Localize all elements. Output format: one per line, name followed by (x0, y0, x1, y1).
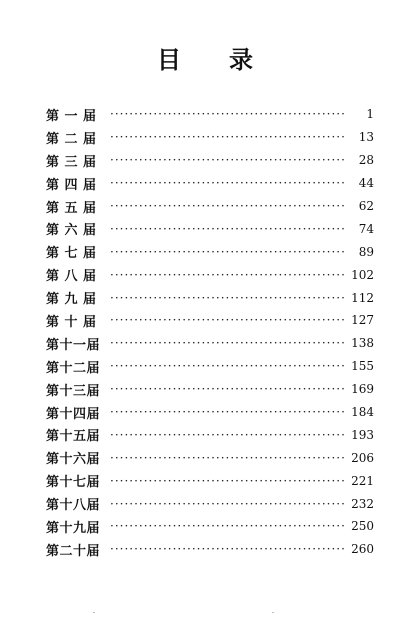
toc-entry-page: 89 (358, 244, 374, 259)
toc-entry-page: 62 (358, 199, 374, 213)
toc-entry[interactable] (46, 538, 374, 561)
toc-entry-label: 第 四 届 (46, 177, 97, 193)
toc-entry-page: 260 (351, 542, 374, 557)
toc-leader-dots (110, 245, 346, 259)
toc-leader-dots (110, 336, 346, 350)
toc-entry-label: 第二十届 (46, 543, 101, 559)
toc-entry[interactable] (46, 172, 374, 195)
toc-entry-page: 193 (351, 427, 374, 442)
toc-entry-page: 74 (358, 221, 374, 236)
toc-entry-page: 232 (351, 496, 374, 511)
toc-entry-page: 221 (351, 473, 374, 488)
toc-entry[interactable] (46, 309, 374, 332)
scan-speck (93, 612, 95, 613)
toc-entry[interactable] (46, 217, 374, 240)
toc-entry-label: 第十二届 (46, 360, 101, 376)
toc-entry-label: 第 八 届 (46, 269, 97, 285)
toc-leader-dots (110, 313, 346, 327)
toc-entry[interactable] (46, 195, 374, 218)
toc-leader-dots (110, 107, 346, 121)
toc-entry[interactable] (46, 469, 374, 492)
toc-entry[interactable] (46, 446, 374, 469)
toc-entry-page: 169 (351, 382, 374, 397)
toc-leader-dots (110, 199, 346, 213)
title-char-2: 录 (229, 45, 253, 74)
toc-entry-label: 第十一届 (46, 337, 101, 353)
toc-leader-dots (110, 542, 346, 556)
toc-entry-page: 184 (351, 405, 374, 420)
toc-leader-dots (110, 428, 346, 442)
toc-entry[interactable] (46, 355, 374, 378)
toc-entry-label: 第 十 届 (46, 314, 97, 330)
toc-leader-dots (110, 153, 346, 167)
toc-leader-dots (110, 291, 346, 305)
toc-entry[interactable] (46, 492, 374, 515)
toc-entry[interactable] (46, 515, 374, 538)
toc-leader-dots (110, 382, 346, 396)
toc-entry-label: 第 二 届 (46, 131, 97, 147)
page-title (0, 40, 410, 75)
toc-entry-page: 206 (351, 450, 374, 465)
toc-entry-page: 155 (351, 359, 374, 374)
toc-entry-label: 第 九 届 (46, 292, 97, 308)
toc-leader-dots (110, 519, 346, 533)
toc-entry[interactable] (46, 423, 374, 446)
toc-leader-dots (110, 451, 346, 465)
toc-entry-label: 第十八届 (46, 498, 101, 514)
toc-leader-dots (110, 130, 346, 144)
toc-entry-page: 1 (366, 107, 374, 122)
toc-entry[interactable] (46, 240, 374, 263)
toc-entry[interactable] (46, 149, 374, 172)
toc-entry-label: 第十七届 (46, 475, 101, 491)
toc-leader-dots (110, 474, 346, 488)
toc-entry-page: 28 (358, 153, 374, 168)
toc-entry-label: 第十六届 (46, 452, 101, 468)
toc-entry-page: 250 (351, 519, 374, 534)
toc-entry[interactable] (46, 263, 374, 286)
toc-entry-label: 第 六 届 (46, 223, 97, 239)
toc-entry[interactable] (46, 126, 374, 149)
toc-entry-label: 第十九届 (46, 520, 101, 536)
toc-entry-label: 第 一 届 (46, 108, 97, 124)
toc-entry-label: 第 五 届 (46, 200, 97, 216)
table-of-contents (46, 103, 374, 561)
toc-entry-page: 102 (351, 267, 374, 282)
toc-entry[interactable] (46, 378, 374, 401)
toc-leader-dots (110, 176, 346, 190)
toc-entry[interactable] (46, 332, 374, 355)
title-char-1: 目 (157, 45, 181, 74)
toc-entry-label: 第十三届 (46, 383, 101, 399)
toc-entry-label: 第 三 届 (46, 154, 97, 170)
toc-entry[interactable] (46, 103, 374, 126)
toc-leader-dots (110, 497, 346, 511)
toc-entry-page: 138 (351, 336, 374, 351)
toc-entry-label: 第十四届 (46, 406, 101, 422)
toc-leader-dots (110, 222, 346, 236)
toc-leader-dots (110, 268, 346, 282)
toc-leader-dots (110, 359, 346, 373)
scan-speck (272, 612, 274, 613)
toc-entry[interactable] (46, 401, 374, 424)
toc-entry-label: 第十五届 (46, 429, 101, 445)
toc-entry[interactable] (46, 286, 374, 309)
toc-leader-dots (110, 405, 346, 419)
toc-entry-page: 13 (358, 130, 374, 145)
toc-entry-label: 第 七 届 (46, 246, 97, 262)
toc-entry-page: 44 (358, 176, 374, 191)
toc-entry-page: 112 (351, 290, 374, 305)
toc-entry-page: 127 (351, 313, 374, 328)
